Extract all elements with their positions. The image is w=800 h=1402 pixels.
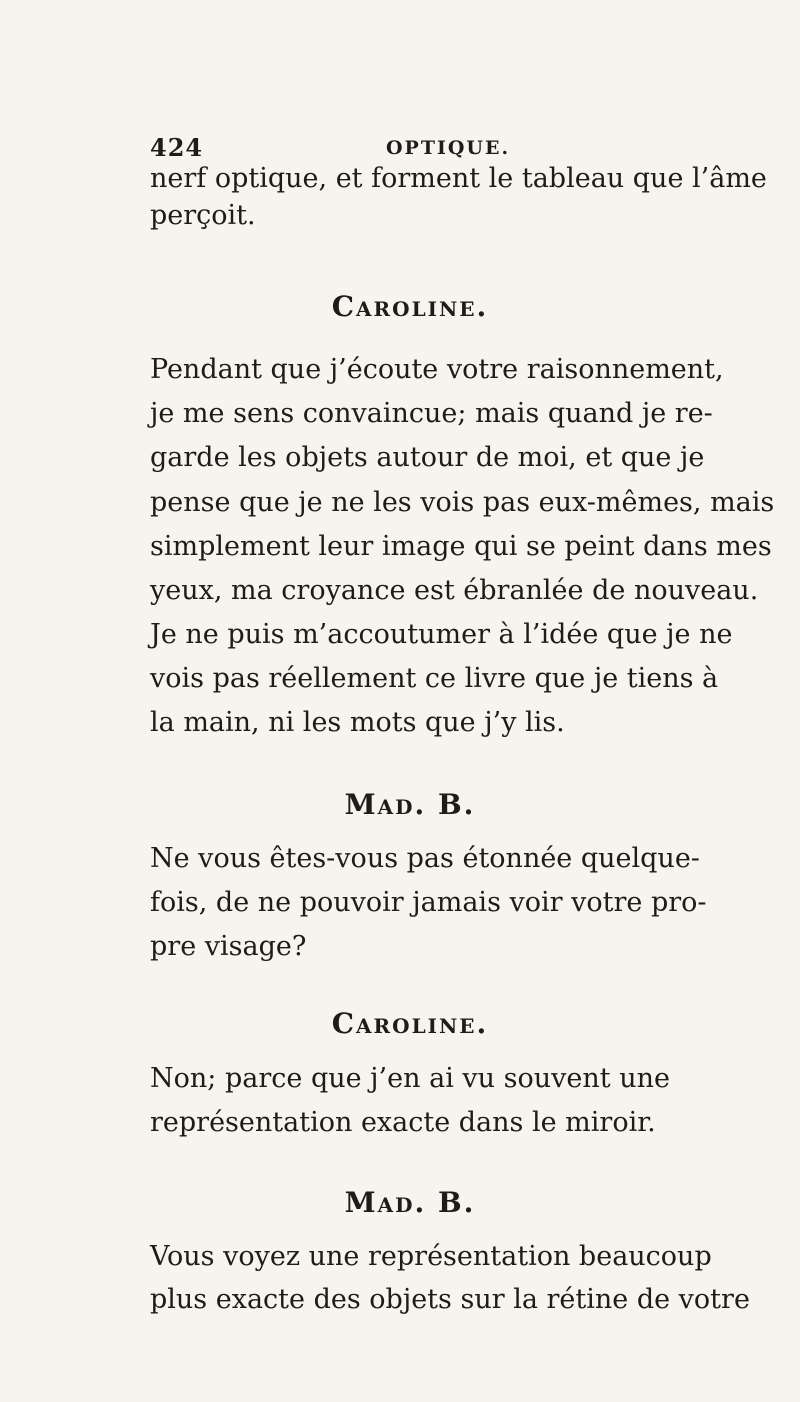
text-line: garde les objets autour de moi, et que je <box>150 442 705 473</box>
text-line: fois, de ne pouvoir jamais voir votre pro- <box>150 887 707 918</box>
text-line: je me sens convaincue; mais quand je re- <box>150 398 713 429</box>
page-number: 424 <box>150 133 204 162</box>
running-title: OPTIQUE. <box>386 137 511 159</box>
speaker-heading: Caroline. <box>331 290 489 323</box>
text-line: yeux, ma croyance est ébranlée de nouveau. <box>150 575 759 606</box>
text-line: Vous voyez une représentation beaucoup <box>150 1241 712 1272</box>
text-line: plus exacte des objets sur la rétine de votre <box>150 1284 750 1315</box>
text-line: perçoit. <box>150 200 256 231</box>
text-line: Pendant que j’écoute votre raisonnement, <box>150 354 724 385</box>
text-line: simplement leur image qui se peint dans mes <box>150 531 772 562</box>
text-line: Non; parce que j’en ai vu souvent une <box>150 1063 670 1094</box>
text-line: représentation exacte dans le miroir. <box>150 1107 656 1138</box>
speaker-heading: Caroline. <box>331 1007 489 1040</box>
speaker-heading: Mad. B. <box>344 1186 476 1219</box>
text-line: la main, ni les mots que j’y lis. <box>150 707 565 738</box>
text-line: Ne vous êtes-vous pas étonnée quelque- <box>150 843 700 874</box>
speaker-heading: Mad. B. <box>344 788 476 821</box>
text-line: nerf optique, et forment le tableau que l’âme <box>150 163 767 194</box>
text-line: vois pas réellement ce livre que je tiens à <box>150 663 719 694</box>
text-line: pre visage? <box>150 931 307 962</box>
text-line: pense que je ne les vois pas eux-mêmes, mais <box>150 487 775 518</box>
text-line: Je ne puis m’accoutumer à l’idée que je ne <box>150 619 733 650</box>
